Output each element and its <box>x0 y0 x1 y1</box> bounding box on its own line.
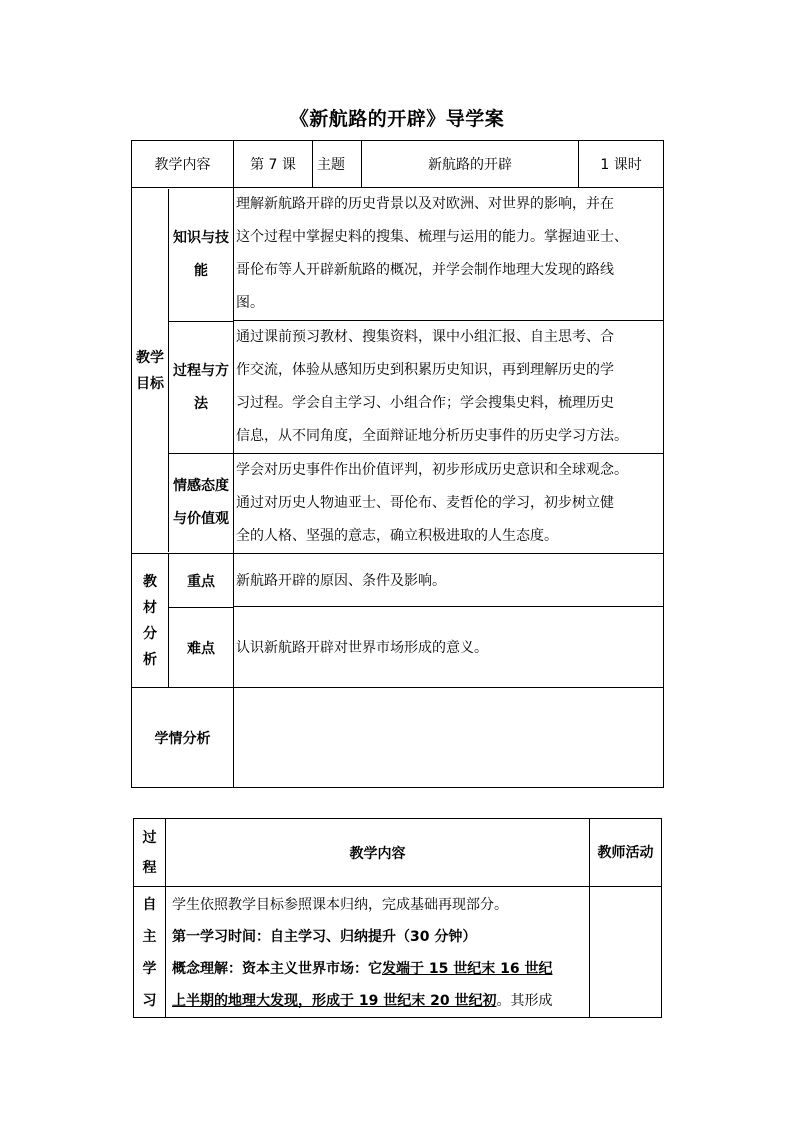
process-table <box>133 818 662 1018</box>
content-header: 教学内容 <box>166 819 590 887</box>
student-analysis-text <box>234 688 664 788</box>
teacher-activity-header: 教师活动 <box>590 819 662 887</box>
class-hours: 1 课时 <box>600 157 642 173</box>
self-study-instruction: 学生依照教学目标参照课本归纳，完成基础再现部分。 <box>172 897 508 913</box>
concept-line-2: 上半期的地理大发现，形成于 19 世纪末 20 世纪初。其形成 <box>172 993 553 1009</box>
document-title: 《新航路的开辟》导学案 <box>289 108 505 130</box>
goal-text-knowledge: 理解新航路开辟的历史背景以及对欧洲、对世界的影响，并在 这个过程中掌握史料的搜集、梳理与运用的能力。掌握迪亚士、 哥伦布等人开辟新航路的概况，并学会制作地理大发现的路线 图。 <box>234 188 664 321</box>
student-analysis-label: 学情分析 <box>132 688 234 788</box>
difficulty-label: 难点 <box>187 640 215 657</box>
process-header: 过程 <box>134 819 166 887</box>
self-study-teacher-activity <box>590 887 662 1018</box>
student-analysis-row <box>132 688 664 788</box>
topic-label: 主题 <box>313 141 362 187</box>
key-point-row <box>132 554 664 607</box>
self-study-stage: 自主学习 <box>134 887 166 1018</box>
content-label: 教学内容 <box>132 141 234 188</box>
topic-value: 新航路的开辟 <box>362 141 579 187</box>
difficulty-text: 认识新航路开辟对世界市场形成的意义。 <box>234 607 664 688</box>
self-study-row <box>134 887 662 1018</box>
concept-line-1: 概念理解：资本主义世界市场：它发端于 15 世纪末 16 世纪 <box>172 961 553 977</box>
goal-label-process: 过程与方法 <box>169 322 233 454</box>
key-point-text: 新航路开辟的原因、条件及影响。 <box>234 554 664 607</box>
analysis-label: 教材分析 <box>132 554 169 687</box>
key-point-label: 重点 <box>169 554 233 608</box>
lesson-plan-table <box>131 140 664 788</box>
table-header-row <box>132 141 664 188</box>
goals-label: 教学目标 <box>132 189 169 552</box>
goal-label-knowledge: 知识与技能 <box>169 189 233 322</box>
process-header-row <box>134 819 662 887</box>
goal-label-attitude: 情感态度与价值观 <box>173 478 229 527</box>
first-study-time: 第一学习时间：自主学习、归纳提升（30 分钟） <box>172 929 477 945</box>
goal-row-knowledge <box>132 188 664 321</box>
lesson-number: 第 7 课 <box>234 141 313 187</box>
goal-text-process: 通过课前预习教材、搜集资料，课中小组汇报、自主思考、合 作交流，体验从感知历史到积累历史知识，再到理解历史的学 习过程。学会自主学习、小组合作；学会搜集史料，梳理历史 信息，从不同角度，全面辩证地分析历史事件的历史学习方法。 <box>234 321 664 454</box>
goal-text-attitude: 学会对历史事件作出价值评判，初步形成历史意识和全球观念。 通过对历史人物迪亚士、哥伦布、麦哲伦的学习，初步树立健 全的人格、坚强的意志，确立积极进取的人生态度。 <box>234 454 664 554</box>
self-study-content <box>166 887 590 1018</box>
